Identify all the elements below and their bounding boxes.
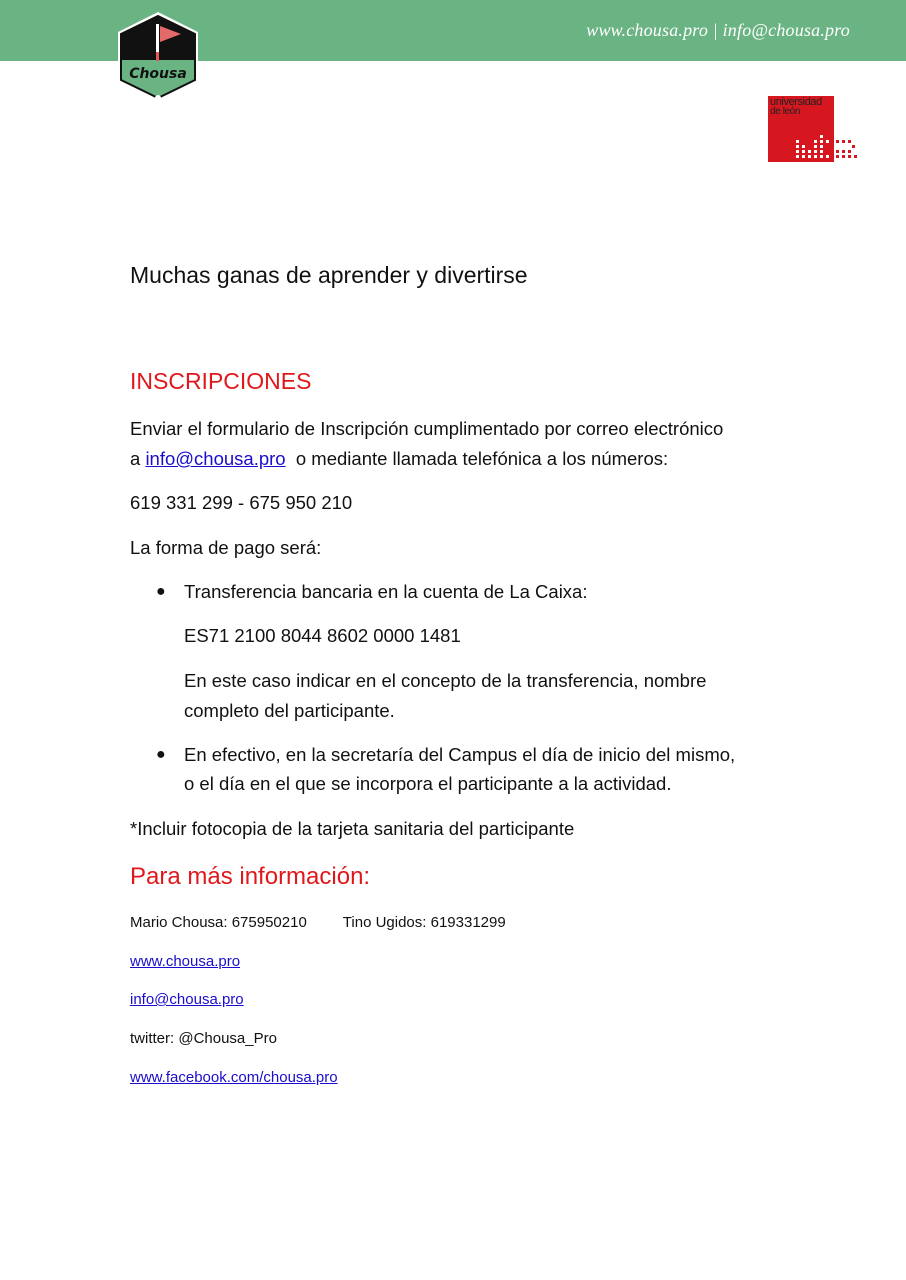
university-name-line1: universidad <box>770 96 822 108</box>
line2-prefix: a <box>130 448 146 469</box>
bullet-dot-icon: ● <box>156 746 166 763</box>
phone-numbers: 619 331 299 - 675 950 210 <box>130 492 353 513</box>
bullet-dot-icon: ● <box>156 583 166 600</box>
payment-intro: La forma de pago será: <box>130 537 322 558</box>
more-info-heading: Para más información: <box>130 863 371 890</box>
line2-suffix: o mediante llamada telefónica a los números: <box>285 448 669 469</box>
facebook-link-row <box>130 1069 338 1086</box>
bullet1-title: Transferencia bancaria en la cuenta de La Caixa: <box>184 581 588 602</box>
contact-tino: Tino Ugidos: 619331299 <box>342 914 506 931</box>
chousa-badge-icon <box>115 10 201 104</box>
twitter-handle: twitter: @Chousa_Pro <box>130 1030 277 1047</box>
header-contact-line: www.chousa.pro | info@chousa.pro <box>586 20 850 40</box>
inscripciones-line2 <box>130 444 668 474</box>
university-name <box>770 97 822 117</box>
bank-iban: ES71 2100 8044 8602 0000 1481 <box>184 625 461 646</box>
info-email-link[interactable]: info@chousa.pro <box>130 991 244 1008</box>
web-link[interactable]: www.chousa.pro <box>130 953 241 970</box>
inscripciones-line1: Enviar el formulario de Inscripción cumplimentado por correo electrónico <box>130 418 724 439</box>
contacts-line <box>130 914 506 931</box>
universidad-leon-logo <box>768 96 860 162</box>
chousa-logo-text: Chousa <box>129 66 187 82</box>
web-link-row <box>130 953 240 970</box>
health-card-note: *Incluir fotocopia de la tarjeta sanitaria del participante <box>130 818 575 839</box>
bullet2-line1: En efectivo, en la secretaría del Campus el día de inicio del mismo, <box>184 744 736 765</box>
email-link[interactable]: info@chousa.pro <box>145 448 286 469</box>
chousa-logo <box>115 10 201 104</box>
email-link-row <box>130 991 244 1008</box>
bullet2-line2: o el día en el que se incorpora el participante a la actividad. <box>184 773 672 794</box>
university-name-line2: de león <box>770 106 801 117</box>
bullet1-note-line1: En este caso indicar en el concepto de la transferencia, nombre <box>184 670 707 691</box>
bullet1-note-line2: completo del participante. <box>184 700 395 721</box>
inscripciones-heading: INSCRIPCIONES <box>130 368 312 394</box>
contact-mario: Mario Chousa: 675950210 <box>130 914 307 931</box>
facebook-link[interactable]: www.facebook.com/chousa.pro <box>130 1069 338 1086</box>
intro-line: Muchas ganas de aprender y divertirse <box>130 262 528 288</box>
